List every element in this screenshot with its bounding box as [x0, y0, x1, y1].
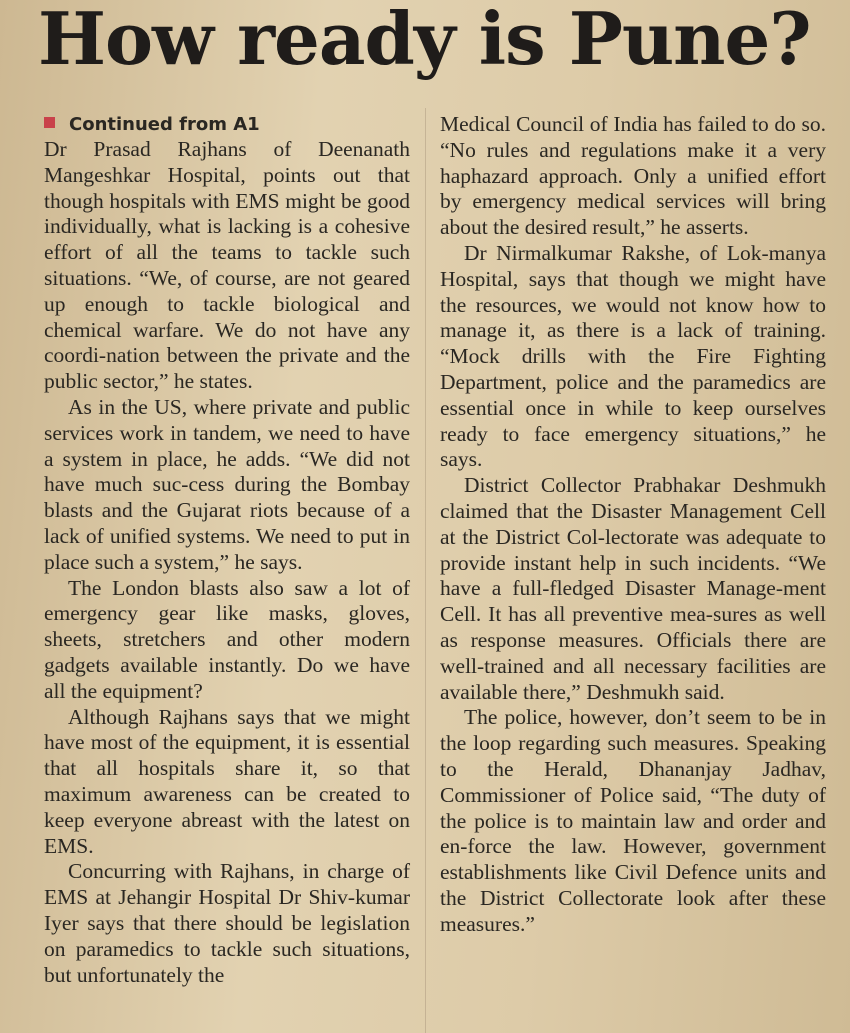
paragraph: District Collector Prabhakar Deshmukh claimed that the Disaster Management Cell at the District Col-lectorate was adequate to provide instant help in such incidents. “We have a full-fledged Disaster Manage-ment Cell. It has all preventive mea-sures as well as response measures. Officials there are well-trained and all necessary facilities are available there,” Deshmukh said. [440, 473, 826, 704]
paragraph: The police, however, don’t seem to be in the loop regarding such measures. Speaking to the Herald, Dhananjay Jadhav, Commissioner of Police said, “The duty of the police is to maintain law and order and en-force the law. However, government establishments like Civil Defence units and the District Collectorate look after these measures.” [440, 705, 826, 936]
continued-label [44, 112, 410, 137]
article-column-right [440, 112, 826, 938]
paragraph: As in the US, where private and public services work in tandem, we need to have a system in place, he adds. “We did not have much suc-cess during the Bombay blasts and the Gujarat riots because of a lack of unified systems. We need to put in place such a system,” he says. [44, 394, 410, 574]
paragraph: Dr Nirmalkumar Rakshe, of Lok-manya Hospital, says that though we might have the resources, we would not know how to manage it, as there is a lack of training. “Mock drills with the Fire Fighting Department, police and the paramedics are essential once in while to keep ourselves ready to face emergency situations,” he says. [440, 240, 826, 472]
paragraph: Medical Council of India has failed to do so. “No rules and regulations make it a very haphazard approach. Only a unified effort by emergency medical services will bring about the desired result,” he asserts. [440, 112, 826, 240]
paragraph: Dr Prasad Rajhans of Deenanath Mangeshkar Hospital, points out that though hospitals with EMS might be good individually, what is lacking is a cohesive effort of all the teams to tackle such situations. “We, of course, are not geared up enough to tackle biological and chemical warfare. We do not have any coordi-nation between the private and the public sector,” he states. [44, 137, 410, 394]
square-bullet-icon [44, 117, 55, 128]
column-divider [425, 108, 426, 1033]
paragraph: The London blasts also saw a lot of emergency gear like masks, gloves, sheets, stretchers and other modern gadgets available instantly. Do we have all the equipment? [44, 575, 410, 703]
headline: How ready is Pune? [38, 0, 811, 81]
paragraph: Concurring with Rajhans, in charge of EMS at Jehangir Hospital Dr Shiv-kumar Iyer says that there should be legislation on paramedics to tackle such situations, but unfortunately the [44, 859, 410, 987]
article-column-left [44, 112, 410, 988]
paragraph: Although Rajhans says that we might have most of the equipment, it is essential that all hospitals share it, so that maximum awareness can be created to keep everyone abreast with the latest on EMS. [44, 704, 410, 858]
continued-text: Continued from A1 [69, 114, 260, 135]
